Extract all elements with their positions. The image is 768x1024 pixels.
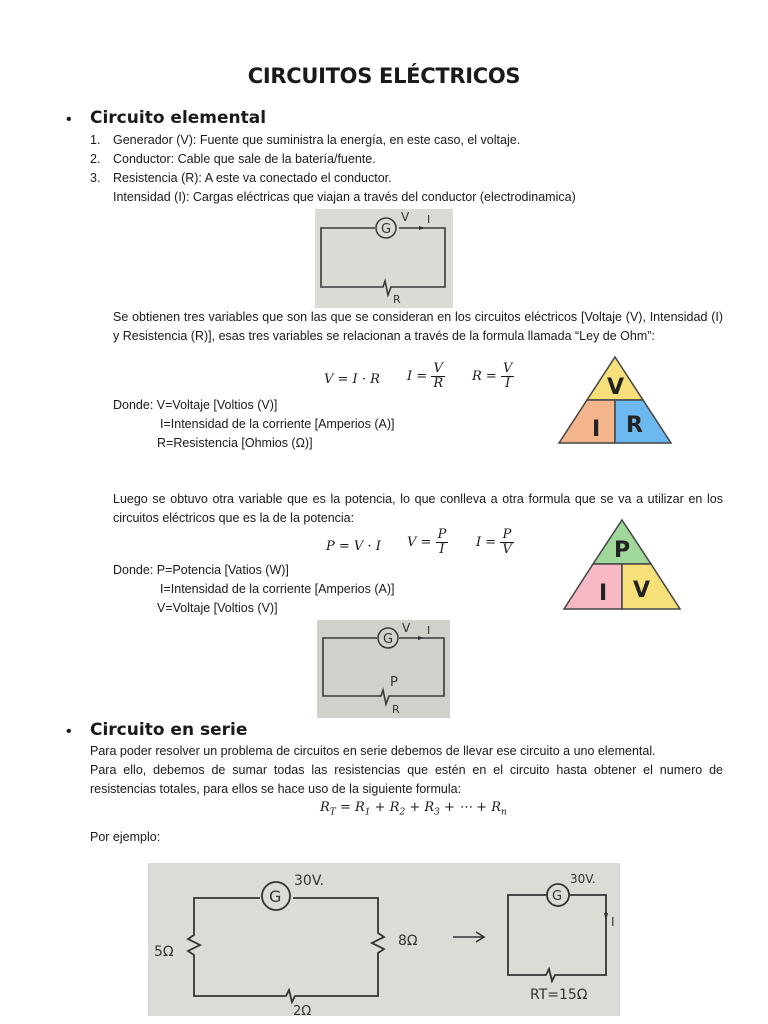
donde-line: I=Intensidad de la corriente [Amperios (A)] — [160, 417, 395, 431]
list-number: 2. — [90, 152, 101, 166]
triangle-top-label: V — [607, 375, 625, 400]
list-number: 3. — [90, 171, 101, 185]
power-paragraph: Luego se obtuvo otra variable que es la potencia, lo que conlleva a otra formula que se va a utilizar en los circuitos eléctricos que es la de la potencia: — [113, 492, 723, 525]
donde-line: V=Voltaje [Voltios (V)] — [157, 601, 278, 615]
bullet-icon: • — [66, 723, 72, 740]
section-heading-elemental: Circuito elemental — [90, 108, 267, 128]
ohm-paragraph: Se obtienen tres variables que son las que se consideran en los circuitos eléctricos [Voltaje (V), Intensidad (I) y Resistencia (R)], esas tres variables se relacionan a través de la formula llamada “Ley de Ohm”: — [113, 310, 723, 343]
triangle-right-label: V — [633, 578, 651, 603]
triangle-right-label: R — [626, 413, 643, 438]
sketch-r3-label: 2Ω — [293, 1004, 312, 1016]
list-item-extra: Intensidad (I): Cargas eléctricas que viajan a través del conductor (electrodinamica) — [113, 190, 576, 204]
list-item: Generador (V): Fuente que suministra la energía, en este caso, el voltaje. — [113, 133, 521, 147]
donde-line: Donde: V=Voltaje [Voltios (V)] — [113, 398, 278, 412]
ohm-formula-r — [472, 362, 514, 391]
formula-lhs: I = — [407, 369, 428, 384]
sketch-g2-label: G — [552, 889, 563, 904]
power-triangle-diagram — [561, 517, 683, 613]
fraction-den: V — [502, 542, 512, 557]
fraction-den: I — [505, 376, 511, 391]
sketch-voltage-left: 30V. — [294, 873, 325, 889]
sketch-p-label: P — [390, 675, 398, 690]
formula-lhs: I = — [476, 535, 497, 550]
list-number: 1. — [90, 133, 101, 147]
fraction-num: P — [500, 528, 513, 543]
fraction — [431, 362, 445, 391]
page-title: CIRCUITOS ELÉCTRICOS — [247, 64, 521, 88]
divider — [620, 980, 630, 1016]
triangle-left-region — [564, 564, 622, 609]
list-item: Resistencia (R): A este va conectado el conductor. — [113, 171, 392, 185]
series-formula: $R_T = R_1 + R_2 + R_3$ + ⋯ + $R_n$ — [320, 800, 507, 818]
fraction-num: V — [431, 362, 445, 377]
sketch-r-label: R — [393, 293, 401, 306]
circuit-sketch-drawing — [315, 209, 453, 308]
power-formula-v — [407, 528, 448, 557]
fraction-num: P — [437, 527, 447, 542]
serie-paragraph: Para ello, debemos de sumar todas las resistencias que estén en el circuito hasta obtener el numero de resistencias totales, para ellos se hace uso de la siguiente formula: — [90, 763, 723, 796]
sketch-v-label: V — [402, 621, 411, 635]
fraction — [501, 362, 514, 391]
fraction-num: V — [502, 361, 513, 376]
sketch-v-label: V — [401, 210, 410, 224]
sketch-g-label: G — [383, 632, 394, 647]
list-item: Conductor: Cable que sale de la batería/fuente. — [113, 152, 376, 166]
ohm-formula-i — [407, 362, 445, 391]
section-heading-serie: Circuito en serie — [90, 720, 248, 740]
ohm-formula-v: V = I · R — [324, 372, 380, 387]
formula-lhs: V = — [407, 535, 432, 550]
donde-line: Donde: P=Potencia [Vatios (W)] — [113, 563, 289, 577]
triangle-left-label: I — [599, 581, 608, 606]
example-label: Por ejemplo: — [90, 830, 161, 844]
sketch-i-label: I — [611, 915, 615, 929]
power-formula-i — [476, 528, 514, 557]
triangle-left-region — [559, 400, 615, 443]
series-circuit-sketch-drawing — [148, 863, 620, 1016]
triangle-top-label: P — [614, 538, 631, 563]
fraction-den: R — [433, 376, 444, 391]
circuit-sketch-image — [315, 209, 453, 308]
triangle-right-region — [615, 400, 671, 443]
sketch-r1-label: 5Ω — [154, 944, 174, 960]
power-circuit-sketch-drawing — [317, 620, 450, 718]
sketch-g-label: G — [269, 887, 282, 906]
formula-lhs: R = — [472, 369, 497, 384]
sketch-g-label: G — [381, 222, 392, 237]
sketch-i-label: I — [427, 213, 431, 226]
sketch-voltage-right: 30V. — [570, 872, 596, 886]
bullet-icon: • — [66, 111, 72, 128]
triangle-left-label: I — [592, 417, 601, 442]
power-formula-p: P = V · I — [326, 539, 381, 554]
ohm-triangle-diagram — [556, 354, 674, 448]
power-circuit-sketch-image — [317, 620, 450, 718]
serie-line: Para poder resolver un problema de circuitos en serie debemos de llevar ese circuito a uno elemental. — [90, 744, 656, 758]
donde-line: R=Resistencia [Ohmios (Ω)] — [157, 436, 313, 450]
sketch-r-label: R — [392, 703, 400, 716]
series-circuit-sketch-image — [148, 863, 620, 1016]
sketch-rt-label: RT=15Ω — [530, 987, 588, 1003]
donde-line: I=Intensidad de la corriente [Amperios (A)] — [160, 582, 395, 596]
sketch-i-label: I — [427, 624, 431, 637]
fraction — [500, 528, 513, 557]
triangle-right-region — [622, 564, 680, 609]
fraction — [436, 528, 449, 557]
sketch-r2-label: 8Ω — [398, 933, 418, 949]
fraction-den: I — [439, 542, 445, 557]
